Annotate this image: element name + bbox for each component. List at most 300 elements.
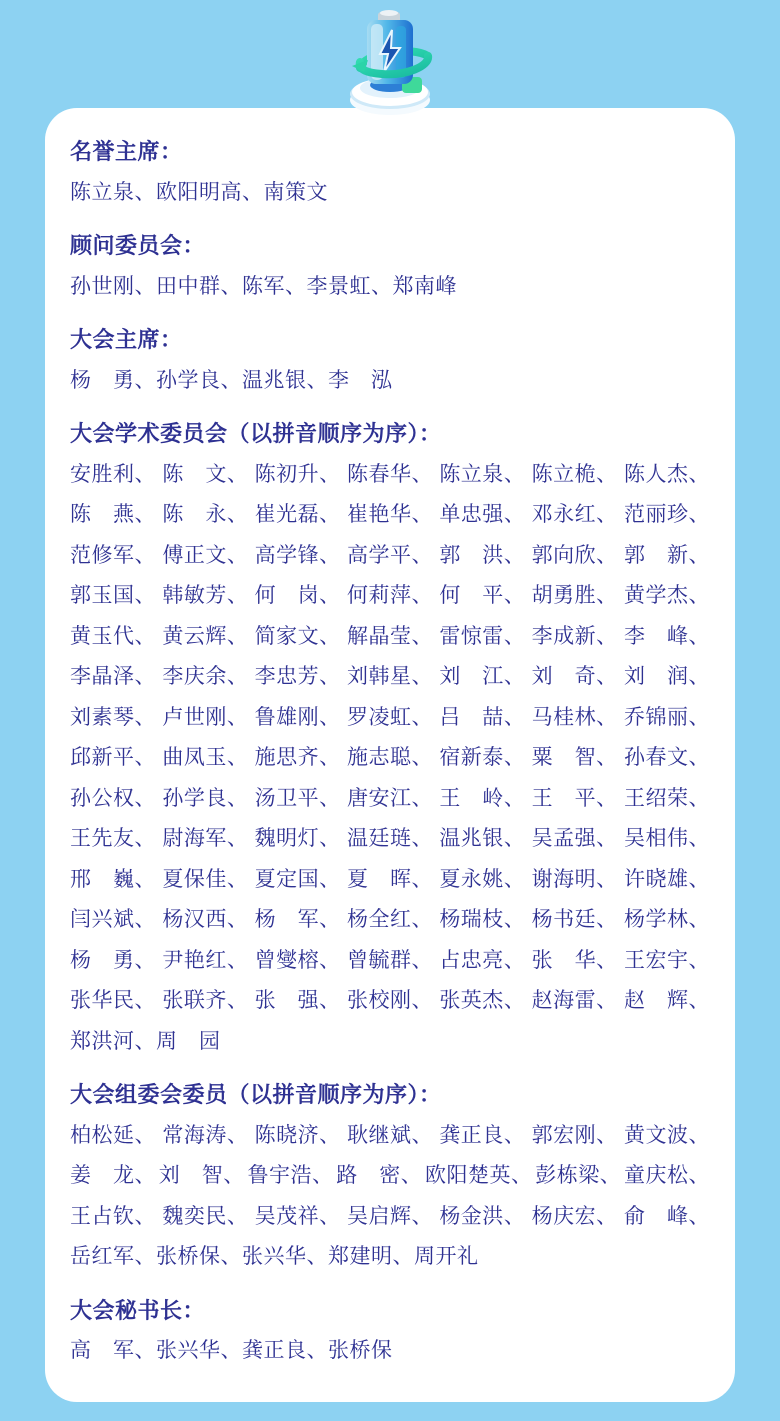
name-separator: 、: [306, 1339, 328, 1362]
person-name: 田中群: [156, 274, 221, 298]
name-chunk: [70, 1156, 156, 1197]
person-name: 杨书廷: [531, 908, 597, 931]
name-line: [70, 1237, 710, 1278]
name-chunk: [414, 1237, 479, 1278]
name-separator: 、: [134, 1339, 156, 1362]
name-chunk: [255, 1197, 341, 1238]
name-separator: 、: [223, 1164, 245, 1187]
name-separator: 、: [319, 1204, 341, 1228]
name-separator: 、: [319, 948, 341, 972]
name-chunk: [347, 1116, 433, 1157]
name-chunk: [439, 981, 525, 1022]
person-name: 范丽珍: [623, 503, 689, 526]
person-name: 崔光磊: [254, 503, 320, 526]
name-chunk: [255, 576, 341, 617]
person-name: 杨庆宏: [531, 1204, 597, 1228]
person-name: 崔艳华: [346, 503, 412, 526]
name-separator: 、: [596, 584, 618, 607]
person-name: 张联齐: [162, 989, 227, 1012]
person-name: 夏定国: [254, 867, 320, 891]
name-line: [70, 1331, 710, 1372]
name-chunk: [70, 900, 156, 941]
name-chunk: [347, 536, 433, 577]
person-name: 魏奕民: [162, 1204, 227, 1228]
name-chunk: [156, 361, 242, 402]
name-chunk: [439, 819, 525, 860]
person-name: 杨 勇: [70, 368, 135, 392]
name-chunk: [624, 536, 710, 577]
name-chunk: [162, 576, 248, 617]
name-chunk: [532, 617, 618, 658]
person-name: 尉海军: [162, 827, 227, 850]
name-separator: 、: [134, 1123, 156, 1147]
name-separator: 、: [599, 1164, 622, 1187]
person-name: 郑建明: [328, 1245, 393, 1268]
name-separator: 、: [134, 786, 156, 810]
name-chunk: [532, 738, 618, 779]
name-separator: 、: [503, 462, 526, 486]
name-separator: 、: [503, 746, 526, 769]
name-separator: 、: [312, 1164, 334, 1187]
name-chunk: [439, 900, 525, 941]
person-name: 陈 永: [162, 503, 227, 526]
name-separator: 、: [688, 786, 710, 810]
person-name: 李景虹: [306, 274, 371, 298]
person-name: 吴茂祥: [254, 1204, 320, 1228]
name-chunk: [439, 1116, 525, 1157]
name-separator: 、: [411, 584, 433, 607]
person-name: 鲁雄刚: [254, 705, 320, 729]
name-chunk: [70, 1116, 156, 1157]
person-name: 高 军: [70, 1339, 135, 1362]
person-name: 郭 新: [623, 543, 689, 567]
name-separator: 、: [134, 908, 156, 931]
person-name: 欧阳楚英: [425, 1164, 511, 1187]
name-chunk: [347, 819, 433, 860]
name-chunk: [255, 900, 341, 941]
name-separator: 、: [319, 908, 341, 931]
name-chunk: [255, 657, 341, 698]
name-separator: 、: [134, 827, 156, 850]
name-separator: 、: [134, 274, 156, 298]
person-name: 何莉萍: [346, 584, 412, 607]
person-name: 南策文: [263, 180, 328, 204]
logo-wrap: [0, 0, 780, 112]
person-name: 郑洪河: [70, 1029, 135, 1053]
name-chunk: [532, 1116, 618, 1157]
name-separator: 、: [242, 180, 264, 204]
section-conference-chair: [70, 320, 710, 401]
person-name: 李 峰: [623, 624, 689, 648]
name-separator: 、: [400, 1164, 423, 1187]
name-chunk: [70, 738, 156, 779]
name-separator: 、: [688, 705, 710, 729]
name-separator: 、: [596, 462, 618, 486]
name-separator: 、: [134, 624, 156, 648]
name-chunk: [624, 698, 710, 739]
person-name: 高学平: [346, 543, 412, 567]
name-chunk: [532, 819, 618, 860]
committee-sections: [70, 132, 710, 1372]
name-separator: 、: [596, 705, 618, 729]
name-separator: 、: [220, 368, 242, 392]
name-separator: 、: [134, 584, 156, 607]
name-line: [70, 1116, 710, 1157]
section-secretary-general: [70, 1291, 710, 1372]
name-line: [70, 1022, 710, 1063]
name-chunk: [162, 495, 248, 536]
name-separator: 、: [226, 584, 249, 607]
name-separator: 、: [596, 827, 618, 850]
name-separator: 、: [411, 624, 433, 648]
person-name: 张桥保: [328, 1339, 393, 1362]
person-name: 韩敏芳: [162, 584, 227, 607]
name-chunk: [624, 495, 710, 536]
name-chunk: [70, 617, 156, 658]
name-separator: 、: [319, 827, 341, 850]
name-chunk: [328, 361, 393, 402]
person-name: 吕 喆: [439, 705, 504, 729]
person-name: 彭栋梁: [535, 1164, 600, 1187]
person-name: 张兴华: [156, 1339, 221, 1362]
name-separator: 、: [134, 1204, 156, 1228]
person-name: 李成新: [531, 624, 597, 648]
name-chunk: [439, 738, 525, 779]
person-name: 耿继斌: [346, 1123, 412, 1147]
person-name: 范修军: [70, 543, 135, 567]
person-name: 陈立泉: [70, 180, 135, 204]
person-name: 岳红军: [70, 1245, 135, 1268]
name-separator: 、: [503, 827, 526, 850]
name-chunk: [162, 900, 248, 941]
name-separator: 、: [503, 543, 526, 567]
name-separator: 、: [226, 867, 249, 891]
name-separator: 、: [226, 1204, 249, 1228]
person-name: 柏松延: [70, 1123, 135, 1147]
person-name: 刘 江: [439, 665, 504, 688]
person-name: 姜 龙: [70, 1164, 135, 1187]
name-separator: 、: [220, 1339, 242, 1362]
name-separator: 、: [134, 503, 156, 526]
person-name: 简家文: [254, 624, 320, 648]
name-separator: 、: [503, 908, 526, 931]
name-chunk: [162, 617, 248, 658]
person-name: 乔锦丽: [623, 705, 689, 729]
name-chunk: [70, 860, 156, 901]
person-name: 温兆银: [439, 827, 504, 850]
name-chunk: [255, 698, 341, 739]
name-separator: 、: [319, 584, 341, 607]
name-separator: 、: [411, 705, 433, 729]
name-separator: 、: [226, 503, 249, 526]
name-separator: 、: [596, 908, 618, 931]
name-chunk: [439, 617, 525, 658]
person-name: 郭 洪: [439, 543, 504, 567]
name-separator: 、: [503, 624, 526, 648]
name-separator: 、: [411, 908, 433, 931]
name-separator: 、: [226, 462, 249, 486]
person-name: 孙学良: [162, 786, 227, 810]
section-heading: 大会学术委员会（以拼音顺序为序）：: [70, 421, 442, 446]
name-separator: 、: [688, 1204, 710, 1228]
name-chunk: [156, 173, 264, 214]
person-name: 李忠芳: [254, 665, 320, 688]
name-chunk: [307, 267, 393, 308]
name-chunk: [624, 981, 710, 1022]
name-separator: 、: [688, 1123, 710, 1147]
name-line: [70, 738, 710, 779]
person-name: 陈春华: [346, 462, 412, 486]
person-name: 邢 巍: [70, 867, 135, 891]
name-chunk: [255, 819, 341, 860]
name-separator: 、: [226, 624, 249, 648]
name-chunk: [347, 657, 433, 698]
person-name: 胡勇胜: [531, 584, 597, 607]
name-separator: 、: [688, 827, 710, 850]
person-name: 王宏宇: [623, 948, 689, 972]
person-name: 王绍荣: [623, 786, 689, 810]
person-name: 邱新平: [70, 746, 135, 769]
person-name: 黄学杰: [623, 584, 689, 607]
name-line: [70, 779, 710, 820]
name-chunk: [255, 1116, 341, 1157]
person-name: 陈 燕: [70, 503, 135, 526]
name-chunk: [439, 536, 525, 577]
name-chunk: [439, 1197, 525, 1238]
name-separator: 、: [319, 503, 341, 526]
name-separator: 、: [134, 989, 156, 1012]
name-chunk: [242, 267, 307, 308]
name-chunk: [162, 819, 248, 860]
name-separator: 、: [134, 368, 156, 392]
person-name: 李晶泽: [70, 665, 135, 688]
name-chunk: [162, 1116, 248, 1157]
name-chunk: [162, 536, 248, 577]
name-chunk: [532, 576, 618, 617]
person-name: 施志聪: [346, 746, 412, 769]
person-name: 雷惊雷: [439, 624, 504, 648]
person-name: 陈 文: [162, 462, 227, 486]
person-name: 龚正良: [242, 1339, 307, 1362]
person-name: 夏 晖: [346, 867, 412, 891]
name-chunk: [439, 576, 525, 617]
name-separator: 、: [688, 746, 710, 769]
person-name: 陈晓济: [254, 1123, 320, 1147]
name-separator: 、: [226, 827, 249, 850]
person-name: 龚正良: [439, 1123, 504, 1147]
name-chunk: [347, 495, 433, 536]
name-chunk: [156, 1022, 221, 1063]
name-separator: 、: [688, 543, 710, 567]
name-separator: 、: [319, 624, 341, 648]
name-chunk: [156, 267, 242, 308]
name-separator: 、: [688, 665, 710, 688]
name-chunk: [242, 361, 328, 402]
name-line: [70, 860, 710, 901]
name-chunk: [162, 698, 248, 739]
name-separator: 、: [596, 543, 618, 567]
name-separator: 、: [511, 1164, 533, 1187]
person-name: 卢世刚: [162, 705, 227, 729]
name-chunk: [328, 1237, 414, 1278]
name-chunk: [156, 1331, 242, 1372]
name-separator: 、: [503, 989, 526, 1012]
name-separator: 、: [688, 584, 710, 607]
battery-recycle-icon: [338, 4, 442, 116]
person-name: 张 强: [254, 989, 320, 1012]
name-separator: 、: [226, 786, 249, 810]
name-chunk: [159, 1156, 245, 1197]
name-separator: 、: [596, 786, 618, 810]
name-chunk: [70, 173, 156, 214]
section-advisory-committee: [70, 226, 710, 307]
name-separator: 、: [596, 503, 618, 526]
person-name: 郭宏刚: [531, 1123, 597, 1147]
person-name: 吴相伟: [623, 827, 689, 850]
name-separator: 、: [411, 867, 433, 891]
person-name: 鲁宇浩: [247, 1164, 312, 1187]
name-chunk: [439, 779, 525, 820]
person-name: 吴启辉: [346, 1204, 412, 1228]
name-chunk: [532, 779, 618, 820]
name-separator: 、: [688, 989, 710, 1012]
name-separator: 、: [688, 867, 710, 891]
name-separator: 、: [596, 867, 618, 891]
person-name: 周 园: [156, 1029, 221, 1053]
person-name: 温廷琏: [346, 827, 412, 850]
name-separator: 、: [226, 989, 249, 1012]
name-chunk: [255, 617, 341, 658]
person-name: 欧阳明高: [156, 180, 242, 204]
name-separator: 、: [688, 503, 710, 526]
person-name: 郑南峰: [392, 274, 457, 298]
name-separator: 、: [688, 908, 710, 931]
name-separator: 、: [503, 948, 526, 972]
name-chunk: [255, 738, 341, 779]
person-name: 刘素琴: [70, 705, 135, 729]
name-separator: 、: [306, 368, 328, 392]
section-honorary-chair: [70, 132, 710, 213]
name-separator: 、: [411, 543, 433, 567]
name-chunk: [70, 941, 156, 982]
name-separator: 、: [411, 1204, 433, 1228]
name-separator: 、: [319, 543, 341, 567]
name-chunk: [532, 536, 618, 577]
name-separator: 、: [596, 1204, 618, 1228]
name-separator: 、: [226, 665, 249, 688]
name-chunk: [347, 941, 433, 982]
name-chunk: [162, 860, 248, 901]
person-name: 魏明灯: [254, 827, 320, 850]
name-separator: 、: [688, 462, 710, 486]
person-name: 杨 军: [254, 908, 320, 931]
name-separator: 、: [596, 948, 618, 972]
name-chunk: [532, 860, 618, 901]
person-name: 张 华: [531, 948, 597, 972]
person-name: 张兴华: [242, 1245, 307, 1268]
name-separator: 、: [220, 1245, 242, 1268]
person-name: 常海涛: [162, 1123, 227, 1147]
name-line: [70, 1197, 710, 1238]
name-separator: 、: [134, 462, 156, 486]
name-chunk: [255, 941, 341, 982]
name-chunk: [255, 455, 341, 496]
name-separator: 、: [503, 503, 526, 526]
person-name: 刘 润: [623, 665, 689, 688]
section-organizing-committee: [70, 1075, 710, 1278]
name-separator: 、: [134, 665, 156, 688]
person-name: 何 平: [439, 584, 504, 607]
name-separator: 、: [596, 746, 618, 769]
name-chunk: [162, 1197, 248, 1238]
name-chunk: [70, 1022, 156, 1063]
person-name: 杨瑞枝: [439, 908, 504, 931]
section-heading: 顾问委员会：: [70, 233, 206, 258]
name-separator: 、: [306, 1245, 328, 1268]
name-separator: 、: [134, 1164, 156, 1187]
name-chunk: [532, 981, 618, 1022]
person-name: 张华民: [70, 989, 135, 1012]
person-name: 赵海雷: [531, 989, 597, 1012]
name-separator: 、: [226, 908, 249, 931]
name-chunk: [162, 779, 248, 820]
name-chunk: [624, 657, 710, 698]
name-line: [70, 657, 710, 698]
name-chunk: [70, 495, 156, 536]
name-chunk: [255, 860, 341, 901]
name-chunk: [336, 1156, 422, 1197]
name-chunk: [347, 738, 433, 779]
name-chunk: [532, 900, 618, 941]
name-separator: 、: [134, 543, 156, 567]
person-name: 马桂林: [531, 705, 597, 729]
person-name: 路 密: [336, 1164, 401, 1187]
name-chunk: [624, 860, 710, 901]
name-chunk: [624, 576, 710, 617]
name-chunk: [70, 536, 156, 577]
section-heading: 大会秘书长：: [70, 1297, 206, 1323]
name-chunk: [70, 1331, 156, 1372]
person-name: 李庆余: [162, 665, 227, 688]
name-separator: 、: [411, 1123, 433, 1147]
section-heading: 名誉主席：: [70, 139, 183, 164]
person-name: 陈立桅: [531, 462, 597, 486]
name-chunk: [347, 455, 433, 496]
name-chunk: [532, 455, 618, 496]
person-name: 温兆银: [242, 368, 307, 392]
person-name: 刘 智: [158, 1164, 224, 1187]
person-name: 尹艳红: [162, 948, 227, 972]
person-name: 孙公权: [70, 786, 135, 810]
name-chunk: [439, 657, 525, 698]
name-chunk: [70, 361, 156, 402]
name-separator: 、: [220, 274, 242, 298]
name-separator: 、: [134, 746, 156, 769]
name-chunk: [439, 495, 525, 536]
person-name: 黄玉代: [70, 624, 135, 648]
name-separator: 、: [319, 786, 341, 810]
name-chunk: [624, 941, 710, 982]
name-separator: 、: [134, 1245, 156, 1268]
name-chunk: [70, 779, 156, 820]
person-name: 陈人杰: [623, 462, 689, 486]
name-separator: 、: [226, 1123, 249, 1147]
name-chunk: [255, 536, 341, 577]
name-chunk: [347, 860, 433, 901]
committee-card: [45, 108, 735, 1402]
name-line: [70, 698, 710, 739]
person-name: 杨金洪: [439, 1204, 504, 1228]
